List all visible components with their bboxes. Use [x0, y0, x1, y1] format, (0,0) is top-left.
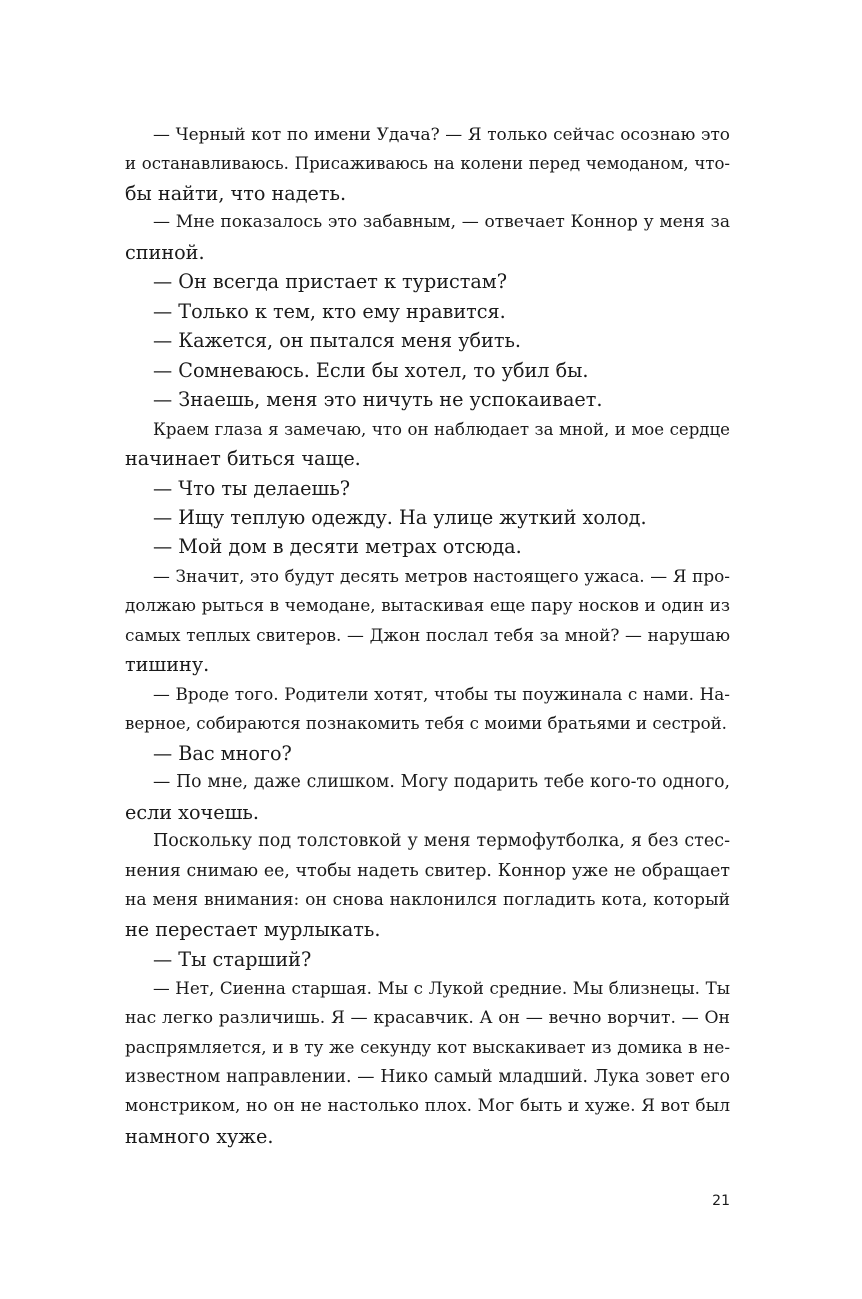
text-line: распрямляется, и в ту же секунду кот выскакивает из домика в не- [125, 1037, 730, 1058]
text-line: — Вроде того. Родители хотят, чтобы ты поужинала с нами. На- [153, 683, 730, 704]
text-line: начинает биться чаще. [125, 447, 361, 471]
text-line: известном направлении. — Нико самый младший. Лука зовет его [125, 1066, 730, 1087]
text-line: не перестает мурлыкать. [125, 918, 381, 942]
text-line: нения снимаю ее, чтобы надеть свитер. Коннор уже не обращает [125, 860, 730, 881]
text-line: — Вас много? [153, 741, 292, 765]
text-line: — Что ты делаешь? [153, 476, 351, 500]
text-line: Краем глаза я замечаю, что он наблюдает за мной, и мое сердце [153, 419, 730, 439]
text-line: — Кажется, он пытался меня убить. [153, 329, 522, 353]
text-line: — Только к тем, кто ему нравится. [153, 299, 506, 323]
text-line: — Ищу теплую одежду. На улице жуткий холод. [153, 505, 647, 529]
text-line: — Ты старший? [153, 947, 312, 971]
text-line: бы найти, что надеть. [125, 181, 347, 205]
text-line: — Черный кот по имени Удача? — Я только сейчас осознаю это [153, 124, 730, 144]
text-line: должаю рыться в чемодане, вытаскивая еще пару носков и один из [125, 595, 730, 616]
text-line: — Нет, Сиенна старшая. Мы с Лукой средние. Мы близнецы. Ты [153, 978, 730, 999]
text-line: монстриком, но он не настолько плох. Мог быть и хуже. Я вот был [125, 1096, 730, 1117]
text-line: — Мой дом в десяти метрах отсюда. [153, 535, 522, 559]
text-line: на меня внимания: он снова наклонился погладить кота, который [125, 889, 730, 910]
text-line: — Сомневаюсь. Если бы хотел, то убил бы. [153, 358, 589, 382]
text-line: — Знаешь, меня это ничуть не успокаивает. [153, 388, 603, 412]
text-line: нас легко различишь. Я — красавчик. А он — вечно ворчит. — Он [125, 1007, 730, 1028]
text-line: верное, собираются познакомить тебя с моими братьями и сестрой. [125, 714, 727, 734]
text-line: — Значит, это будут десять метров настоящего ужаса. — Я про- [153, 565, 730, 586]
text-line: намного хуже. [125, 1124, 274, 1148]
text-line: — По мне, даже слишком. Могу подарить тебе кого-то одного, [153, 772, 730, 793]
text-line: Поскольку под толстовкой у меня термофутболка, я без стес- [153, 831, 730, 852]
text-line: тишину. [125, 653, 210, 677]
text-line: если хочешь. [125, 800, 259, 824]
text-line: — Мне показалось это забавным, — отвечает Коннор у меня за [153, 212, 730, 233]
page-number: 21 [712, 1193, 730, 1209]
text-line: самых теплых свитеров. — Джон послал тебя за мной? — нарушаю [125, 624, 730, 645]
text-line: и останавливаюсь. Присаживаюсь на колени перед чемоданом, что- [125, 154, 730, 174]
text-line: спиной. [125, 240, 205, 264]
text-line: — Он всегда пристает к туристам? [153, 270, 508, 294]
